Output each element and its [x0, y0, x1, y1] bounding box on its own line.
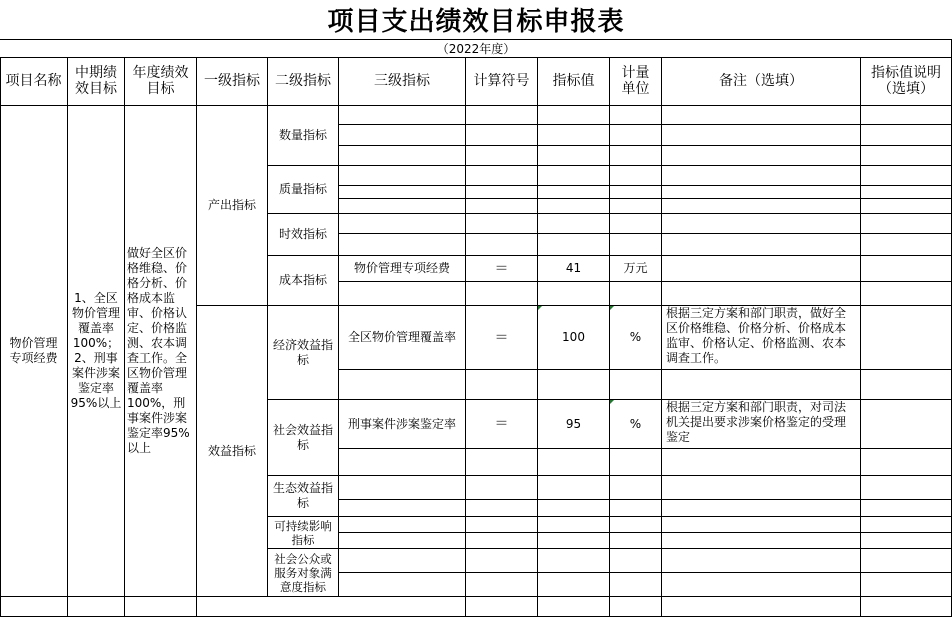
- header-level2: 二级指标: [275, 73, 331, 89]
- year-label: （2022年度）: [436, 41, 516, 56]
- grid-line: [661, 57, 662, 617]
- header-unit: 计量单位: [621, 65, 650, 97]
- annual-target-cell: 做好全区价格维稳、价格分析、价格成本监审、价格认定、价格监测、农本调查工作。全区物价管理覆盖率100%，刑事案件涉案鉴定率95%以上: [127, 246, 190, 455]
- grid-line: [0, 105, 952, 106]
- grid-line: [537, 57, 538, 617]
- economic-operator: ＝: [494, 329, 509, 346]
- grid-line: [124, 57, 125, 617]
- grid-line: [268, 516, 952, 517]
- level2-economic-cell: 经济效益指标: [272, 337, 333, 367]
- level1-benefit-cell: 效益指标: [207, 443, 256, 458]
- header-value: 指标值: [552, 73, 595, 89]
- header-mid-target: 中期绩效目标: [75, 65, 117, 97]
- economic-remark: 根据三定方案和部门职责，做好全区价格维稳、价格分析、价格成本监审、价格认定、价格监测、农本调查工作。: [666, 306, 847, 365]
- economic-value: 100: [562, 330, 585, 344]
- grid-line: [268, 475, 952, 476]
- grid-line: [0, 596, 952, 597]
- grid-line: [609, 57, 610, 617]
- grid-line: [465, 57, 466, 617]
- social-remark: 根据三定方案和部门职责，对司法机关提出要求涉案价格鉴定的受理鉴定: [666, 400, 847, 444]
- economic-unit: %: [629, 330, 642, 344]
- level2-sustainable-cell: 可持续影响指标: [274, 518, 332, 547]
- header-operator: 计算符号: [473, 73, 530, 89]
- mid-target-cell: 1、全区物价管理覆盖率100%；2、刑事案件涉案鉴定率95%以上: [70, 291, 122, 410]
- cost-indicator: 物价管理专项经费: [353, 261, 450, 275]
- cost-unit: 万元: [623, 261, 648, 275]
- level2-quantity-cell: 数量指标: [278, 128, 327, 142]
- header-project-name: 项目名称: [5, 73, 62, 89]
- grid-line: [67, 57, 68, 617]
- cost-value: 41: [565, 261, 582, 275]
- grid-line: [268, 399, 952, 400]
- grid-line: [196, 57, 197, 617]
- grid-line: [860, 57, 861, 617]
- grid-line: [268, 548, 952, 549]
- grid-line: [268, 255, 952, 256]
- grid-line: [268, 213, 952, 214]
- comment-marker: [538, 306, 542, 310]
- comment-marker: [610, 400, 614, 404]
- level1-output-cell: 产出指标: [207, 198, 256, 212]
- social-indicator: 刑事案件涉案鉴定率: [347, 416, 456, 431]
- grid-line: [0, 39, 952, 40]
- grid-line: [0, 57, 1, 617]
- level2-timeliness-cell: 时效指标: [278, 227, 327, 241]
- sheet-title: 项目支出绩效目标申报表: [327, 7, 625, 37]
- level2-cost-cell: 成本指标: [278, 273, 327, 287]
- grid-line: [197, 305, 952, 306]
- grid-line: [267, 57, 268, 597]
- level2-ecological-cell: 生态效益指标: [272, 481, 333, 510]
- comment-marker: [610, 306, 614, 310]
- level2-quality-cell: 质量指标: [278, 182, 327, 196]
- social-operator: ＝: [494, 416, 509, 432]
- header-annual-target: 年度绩效目标: [132, 65, 189, 97]
- grid-line: [268, 165, 952, 166]
- header-level1: 一级指标: [204, 73, 260, 89]
- project-name-cell: 物价管理专项经费: [9, 336, 58, 365]
- cost-operator: ＝: [494, 260, 509, 277]
- grid-line: [0, 57, 952, 58]
- economic-indicator: 全区物价管理覆盖率: [347, 330, 456, 344]
- level2-social-cell: 社会效益指标: [272, 422, 333, 452]
- header-level3: 三级指标: [374, 73, 430, 89]
- header-explain: 指标值说明（选填）: [871, 65, 941, 97]
- header-remark: 备注（选填）: [719, 73, 803, 89]
- social-unit: %: [629, 416, 642, 431]
- level2-satisfaction-cell: 社会公众或服务对象满意度指标: [274, 551, 332, 594]
- grid-line: [338, 57, 339, 597]
- social-value: 95: [565, 416, 582, 431]
